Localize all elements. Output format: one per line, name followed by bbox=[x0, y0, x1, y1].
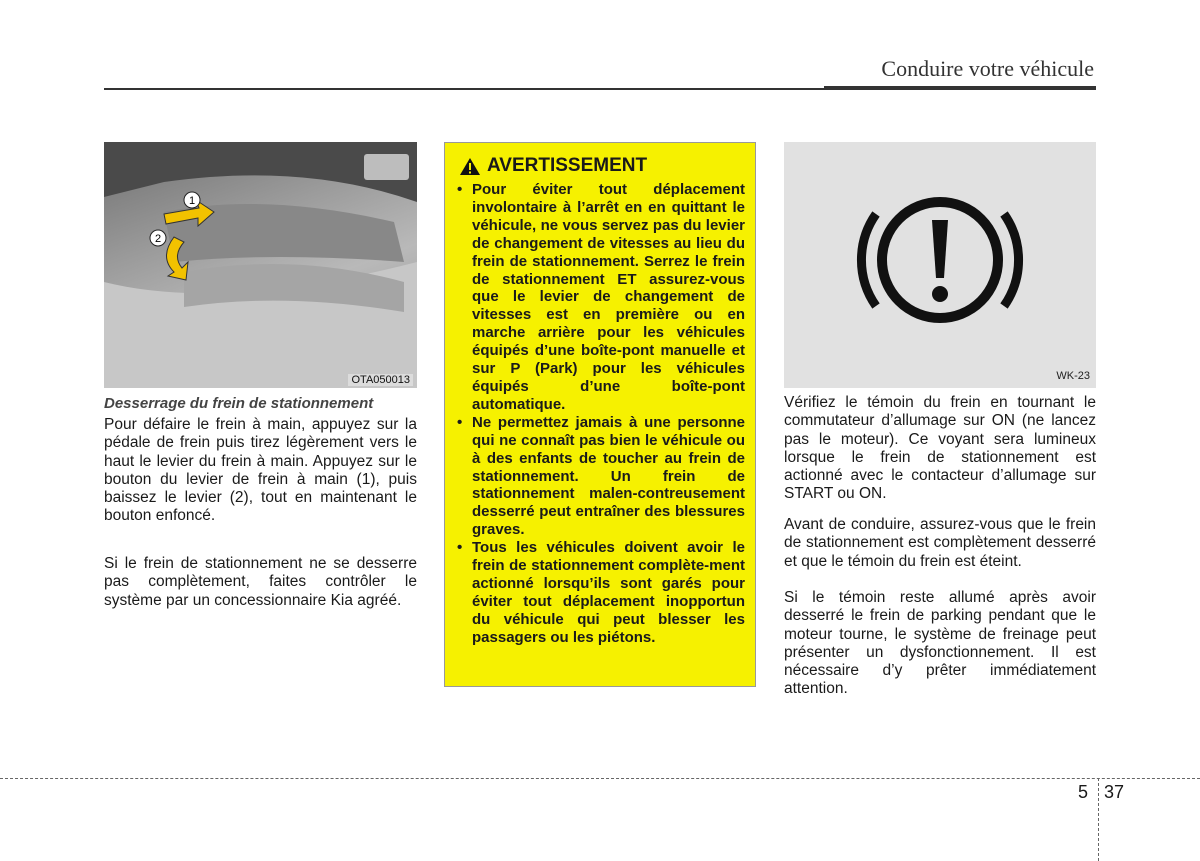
image-code: WK-23 bbox=[1056, 370, 1090, 382]
section-title: Conduire votre véhicule bbox=[881, 56, 1094, 81]
chapter-number: 5 bbox=[1078, 782, 1089, 802]
left-paragraph-2: Si le frein de stationnement ne se desserre pas complètement, faites contrôler le système par un concessionnaire Kia agréé. bbox=[104, 555, 417, 609]
right-paragraph-3: Si le témoin reste allumé après avoir desserré le frein de parking pendant que le moteur tourne, le système de freinage peut présenter un dysfonctionnement. Il est nécessaire d’y prêter immédiatement attention. bbox=[784, 589, 1096, 698]
header-rule-accent bbox=[824, 86, 1096, 90]
footer-rule bbox=[0, 778, 1200, 779]
warning-header bbox=[459, 155, 745, 177]
brake-warning-light-image bbox=[784, 142, 1096, 388]
photo-caption: Desserrage du frein de stationnement bbox=[104, 395, 374, 412]
warning-item: • Pour éviter tout déplacement involontaire à l’arrêt en en quittant le véhicule, ne vous servez pas du levier de changement de vitesses au lieu du frein de stationnement. Serrez le frein de stationnement ET assurez-vous que le levier de changement de vitesses est en première ou en marche arrière pour les véhicules équipés d’une boîte-pont manuelle et sur P (Park) pour les véhicules équipés d’une boîte-pont automatique. bbox=[455, 181, 745, 414]
page-number: 37 bbox=[1104, 782, 1125, 802]
warning-item: • Ne permettez jamais à une personne qui ne connaît pas bien le véhicule ou à des enfants de toucher au frein de stationnement. Un frein de stationnement malen-contreusement desserré peut entraîner des blessures graves. bbox=[455, 414, 745, 539]
warning-triangle-icon bbox=[459, 157, 481, 176]
warning-list bbox=[455, 181, 745, 647]
left-paragraph-1: Pour défaire le frein à main, appuyez sur la pédale de frein puis tirez légèrement vers le haut le levier du frein à main. Appuyez sur le bouton du levier de frein à main (1), puis baissez le levier (2), tout en maintenant le bouton enfoncé. bbox=[104, 416, 417, 525]
right-paragraph-2: Avant de conduire, assurez-vous que le frein de stationnement est complètement desserré et que le témoin du frein est éteint. bbox=[784, 516, 1096, 570]
right-paragraph-1: Vérifiez le témoin du frein en tournant le commutateur d’allumage sur ON (ne lancez pas le moteur). Ce voyant sera lumineux lorsque le frein de stationnement est actionné avec le contacteur d’allumage sur START ou ON. bbox=[784, 394, 1096, 503]
callout-1: 1 bbox=[188, 195, 196, 207]
brake-warning-light-icon bbox=[784, 142, 1096, 388]
footer-divider bbox=[1098, 778, 1099, 861]
parking-brake-illustration bbox=[104, 142, 417, 388]
callout-2: 2 bbox=[154, 233, 162, 245]
parking-brake-photo bbox=[104, 142, 417, 388]
photo-code: OTA050013 bbox=[348, 374, 413, 386]
warning-title: AVERTISSEMENT bbox=[487, 155, 648, 176]
warning-item: • Tous les véhicules doivent avoir le frein de stationnement complète-ment actionné lorsqu’ils sont garés pour éviter tout déplacement inopportun du véhicule qui peut blesser les passagers ou les piétons. bbox=[455, 539, 745, 646]
warning-box bbox=[444, 142, 756, 687]
